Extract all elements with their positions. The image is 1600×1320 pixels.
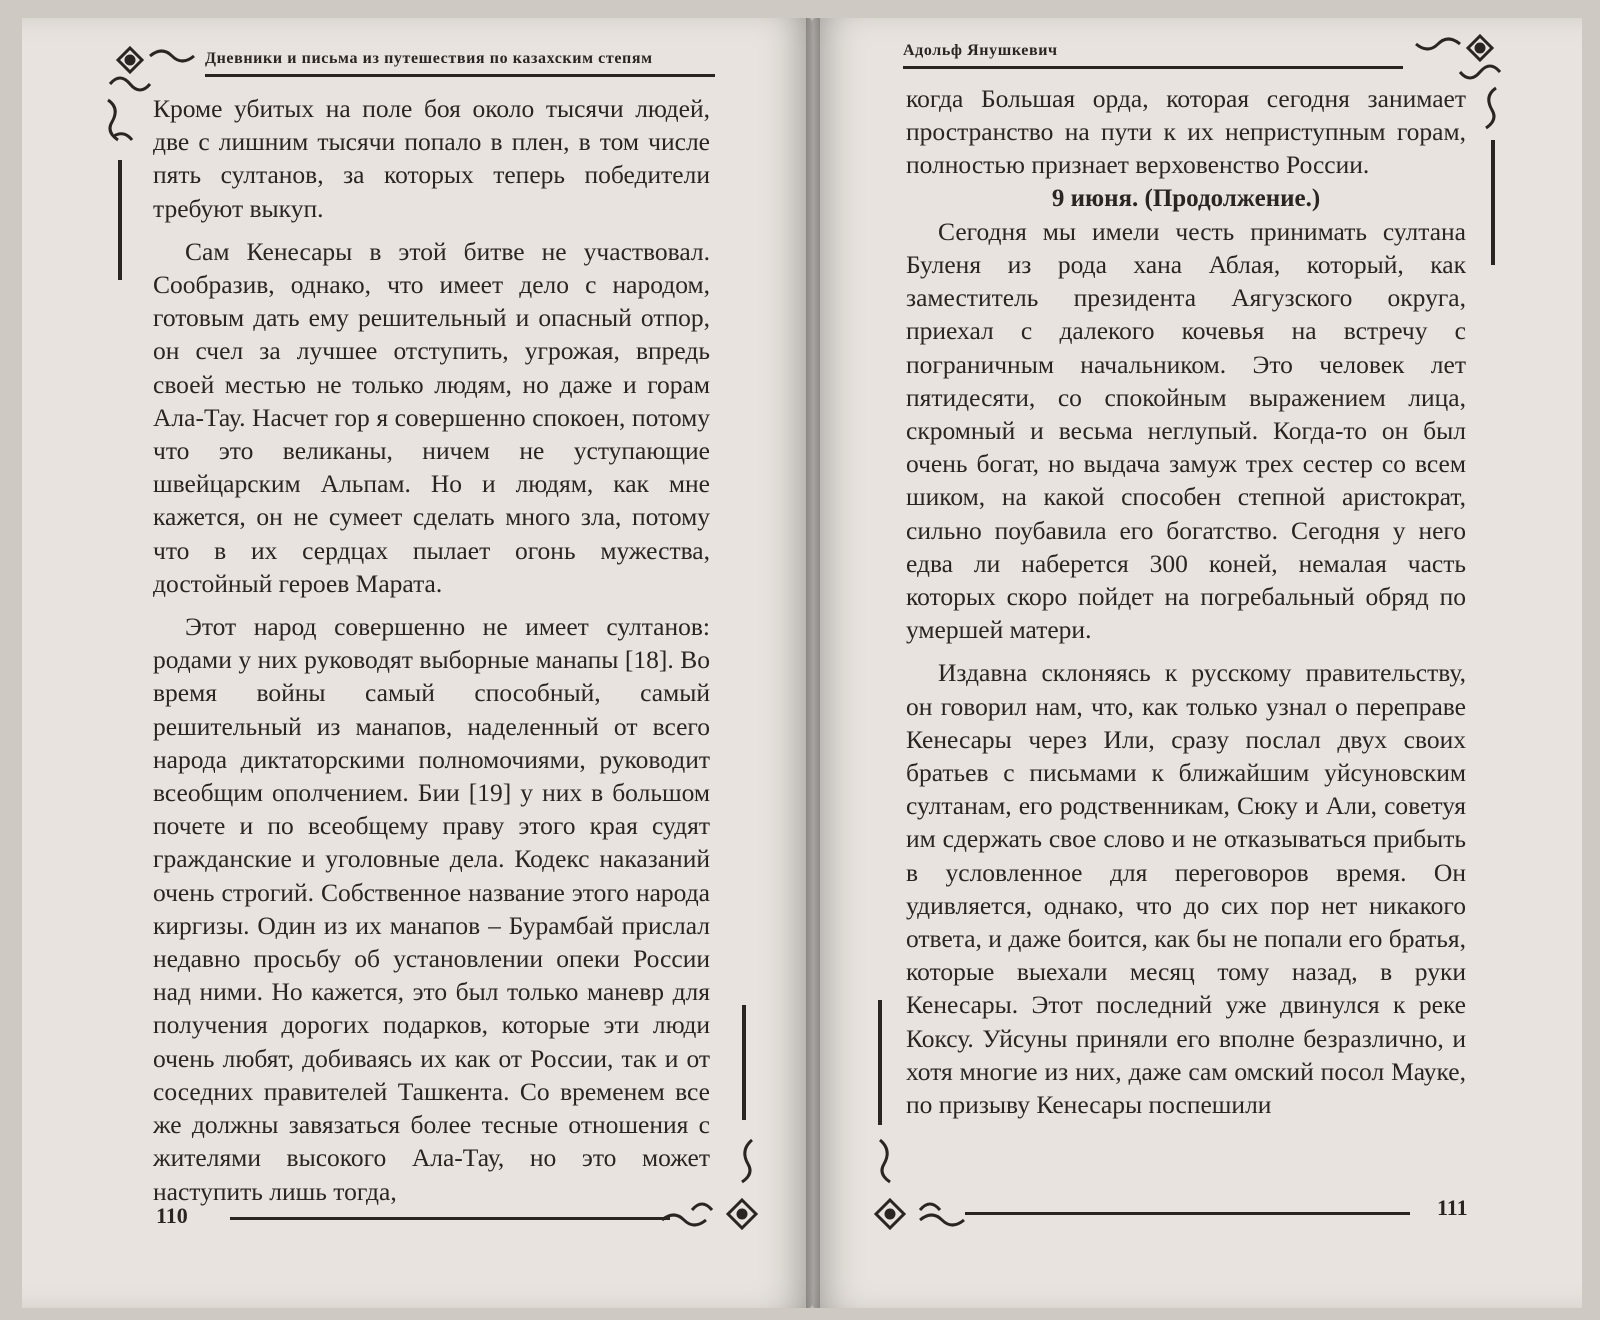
- right-page-text: [906, 82, 1466, 1121]
- side-bar-left-bottom: [742, 1005, 746, 1120]
- footer-rule-right: [965, 1212, 1410, 1215]
- corner-ornament-bottom-right-page-icon: [860, 1130, 980, 1245]
- paragraph: когда Большая орда, которая сегодня занимает пространство на пути к их неприступным горам, полностью признает верховенство России.: [906, 84, 1466, 180]
- paragraph: Кроме убитых на поле боя около тысячи людей, две с лишним тысячи попало в плен, в том числе пять султанов, за которых теперь победители требуют выкуп.: [153, 94, 710, 223]
- page-number-left: 110: [156, 1203, 188, 1228]
- side-bar-right: [1491, 140, 1495, 265]
- running-head-left: Дневники и письма из путешествия по казахским степям: [205, 50, 653, 67]
- side-bar-left: [118, 160, 122, 280]
- paragraph: Сегодня мы имели честь принимать султана Буленя из рода хана Аблая, который, как заместитель президента Аягузского округа, приехал с далекого кочевья на встречу с пограничным начальником. Это человек лет пятидесяти, со спокойным выражением лица, скромный и весьма неглупый. Когда-то он был очень богат, но выдача замуж трех сестер со всем шиком, на какой способен степной аристократ, сильно поубавила его богатство. Сегодня у него едва ли наберется 300 коней, немалая часть которых скоро пойдет на погребальный обряд по умершей матери.: [906, 216, 1466, 645]
- footer-rule-left: [230, 1217, 670, 1220]
- page-number-right: 111: [1437, 1195, 1468, 1220]
- paragraph: Этот народ совершенно не имеет султанов: родами у них руководят выборные манапы [18]. Во время войны самый способный, самый решительный из манапов, наделенный от всего народа диктаторскими полномочиями, руководит всеобщим ополчением. Бии [19] у них в большом почете и по всеобщему праву этого края судят гражданские и уголовные дела. Кодекс наказаний очень строгий. Собственное название этого народа киргизы. Один из их манапов – Бурамбай прислал недавно просьбу об установлении опеки России над ними. Но кажется, это был только маневр для получения дорогих подарков, которые эти люди очень любят, добиваясь их как от России, так и от соседних правителей Ташкента. Со временем все же должны завязаться более тесные отношения с жителями высокого Ала-Тау, но это может наступить лишь тогда,: [153, 612, 710, 1206]
- book-gutter: [806, 18, 820, 1308]
- paragraph: Издавна склоняясь к русскому правительству, он говорил нам, что, как только узнал о переправе Кенесары через Или, сразу послал двух своих братьев с письмами к ближайшим уйсуновским султанам, его родственникам, Сюку и Али, советуя им сдержать свое слово и не отказываться прибыть в условленное для переговоров время. Он удивляется, однако, что до сих пор нет никакого ответа, и даже боится, как бы не попали его братья, которые выехали месяц тому назад, в руки Кенесары. Этот последний уже двинулся к реке Коксу. Уйсуны приняли его вполне безразлично, и хотя многие из них, даже сам омский посол Мауке, по призыву Кенесары поспешили: [906, 658, 1466, 1120]
- header-rule-left: [205, 74, 715, 77]
- section-heading: 9 июня. (Продолжение.): [1051, 184, 1321, 212]
- paragraph: Сам Кенесары в этой битве не участвовал. Сообразив, однако, что имеет дело с народом, готовым дать ему решительный и опасный отпор, он счел за лучшее отступить, угрожая, впредь своей местью не только людям, но даже и горам Ала-Тау. Насчет гор я совершенно спокоен, потому что это великаны, ничем не уступающие швейцарским Альпам. Но и людям, как мне кажется, он не сумеет сделать много зла, потому что в их сердцах пылает огонь мужества, достойный героев Марата.: [153, 236, 710, 598]
- header-rule-right: [903, 66, 1403, 69]
- side-bar-right-bottom: [878, 1000, 882, 1125]
- left-page-text: [153, 92, 710, 1208]
- running-head-right: Адольф Янушкевич: [903, 42, 1058, 59]
